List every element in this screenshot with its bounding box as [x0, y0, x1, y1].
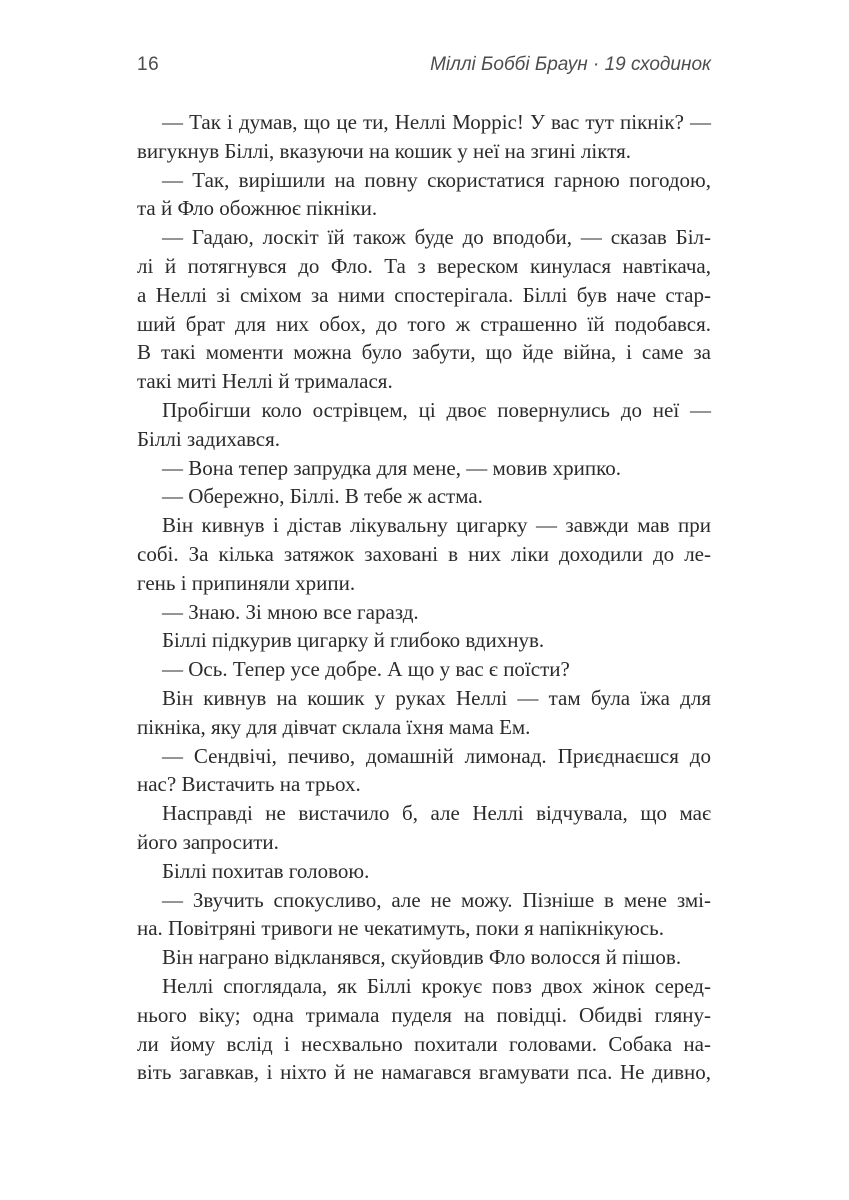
text-line: нього віку; одна тримала пуделя на повідці. Обидві гляну- — [137, 1002, 711, 1027]
text-block — [137, 108, 711, 1087]
text-line: — Звучить спокусливо, але не можу. Пізніше в мене змі- — [162, 887, 711, 912]
text-line: — Гадаю, лоскіт їй також буде до вподоби, — сказав Біл- — [162, 225, 711, 250]
text-line: В такі моменти можна було забути, що йде війна, і саме за — [137, 340, 711, 365]
text-line: його запросити. — [137, 829, 279, 854]
text-line: такі миті Неллі й трималася. — [137, 369, 393, 394]
text-line: — Ось. Тепер усе добре. А що у вас є поїсти? — [162, 657, 570, 682]
text-line: — Так, вирішили на повну скористатися гарною погодою, — [162, 167, 711, 192]
text-line: Біллі похитав головою. — [162, 858, 370, 883]
text-line: — Сендвічі, печиво, домашній лимонад. Приєднаєшся до — [162, 743, 711, 768]
text-line: а Неллі зі сміхом за ними спостерігала. Біллі був наче стар- — [137, 282, 711, 307]
text-line: Неллі споглядала, як Біллі крокує повз двох жінок серед- — [162, 973, 711, 998]
text-line: собі. За кілька затяжок заховані в них ліки доходили до ле- — [137, 541, 711, 566]
text-line: ший брат для них обох, до того ж страшенно їй подобався. — [137, 311, 711, 336]
paragraph — [137, 396, 711, 454]
paragraph — [137, 511, 711, 597]
text-line: лі й потягнувся до Фло. Та з вереском кинулася навтікача, — [137, 253, 711, 278]
text-line: віть загавкав, і ніхто й не намагався вгамувати пса. Не дивно, — [137, 1060, 711, 1085]
paragraph — [137, 857, 711, 886]
text-line: Пробігши коло острівцем, ці двоє повернулись до неї — — [162, 397, 711, 422]
paragraph — [137, 684, 711, 742]
text-line: на. Повітряні тривоги не чекатимуть, поки я напікнікуюсь. — [137, 916, 664, 941]
text-line: Біллі підкурив цигарку й глибоко вдихнув. — [162, 628, 545, 653]
paragraph — [137, 108, 711, 166]
paragraph — [137, 742, 711, 800]
text-line: Він кивнув на кошик у руках Неллі — там була їжа для — [162, 685, 711, 710]
text-line: гень і припиняли хрипи. — [137, 570, 356, 595]
text-line: ли йому вслід і несхвально похитали головами. Собака на- — [137, 1031, 711, 1056]
paragraph — [137, 972, 711, 1087]
paragraph — [137, 454, 711, 483]
text-line: Біллі задихався. — [137, 426, 281, 451]
paragraph — [137, 655, 711, 684]
page-number: 16 — [137, 54, 160, 75]
paragraph — [137, 223, 711, 396]
running-head — [137, 54, 711, 76]
text-line: — Так і думав, що це ти, Неллі Морріс! У вас тут пікнік? — — [162, 110, 711, 134]
paragraph — [137, 166, 711, 224]
paragraph — [137, 799, 711, 857]
text-line: нас? Вистачить на трьох. — [137, 772, 361, 797]
text-line: — Вона тепер запрудка для мене, — мовив хрипко. — [162, 455, 621, 480]
paragraph — [137, 482, 711, 511]
paragraph — [137, 886, 711, 944]
paragraph — [137, 626, 711, 655]
paragraph — [137, 598, 711, 627]
running-title: Міллі Боббі Браун · 19 сходинок — [430, 54, 711, 75]
text-line: та й Фло обожнює пікніки. — [137, 196, 378, 221]
text-line: пікніка, яку для дівчат склала їхня мама Ем. — [137, 714, 531, 739]
text-line: вигукнув Біллі, вказуючи на кошик у неї на згині ліктя. — [137, 138, 632, 163]
paragraph — [137, 943, 711, 972]
text-line: Він кивнув і дістав лікувальну цигарку — завжди мав при — [162, 513, 711, 538]
text-line: — Обережно, Біллі. В тебе ж астма. — [162, 484, 483, 509]
text-line: Насправді не вистачило б, але Неллі відчувала, що має — [162, 801, 711, 826]
text-line: Він награно відкланявся, скуйовдив Фло волосся й пішов. — [162, 945, 682, 970]
text-line: — Знаю. Зі мною все гаразд. — [162, 599, 419, 624]
